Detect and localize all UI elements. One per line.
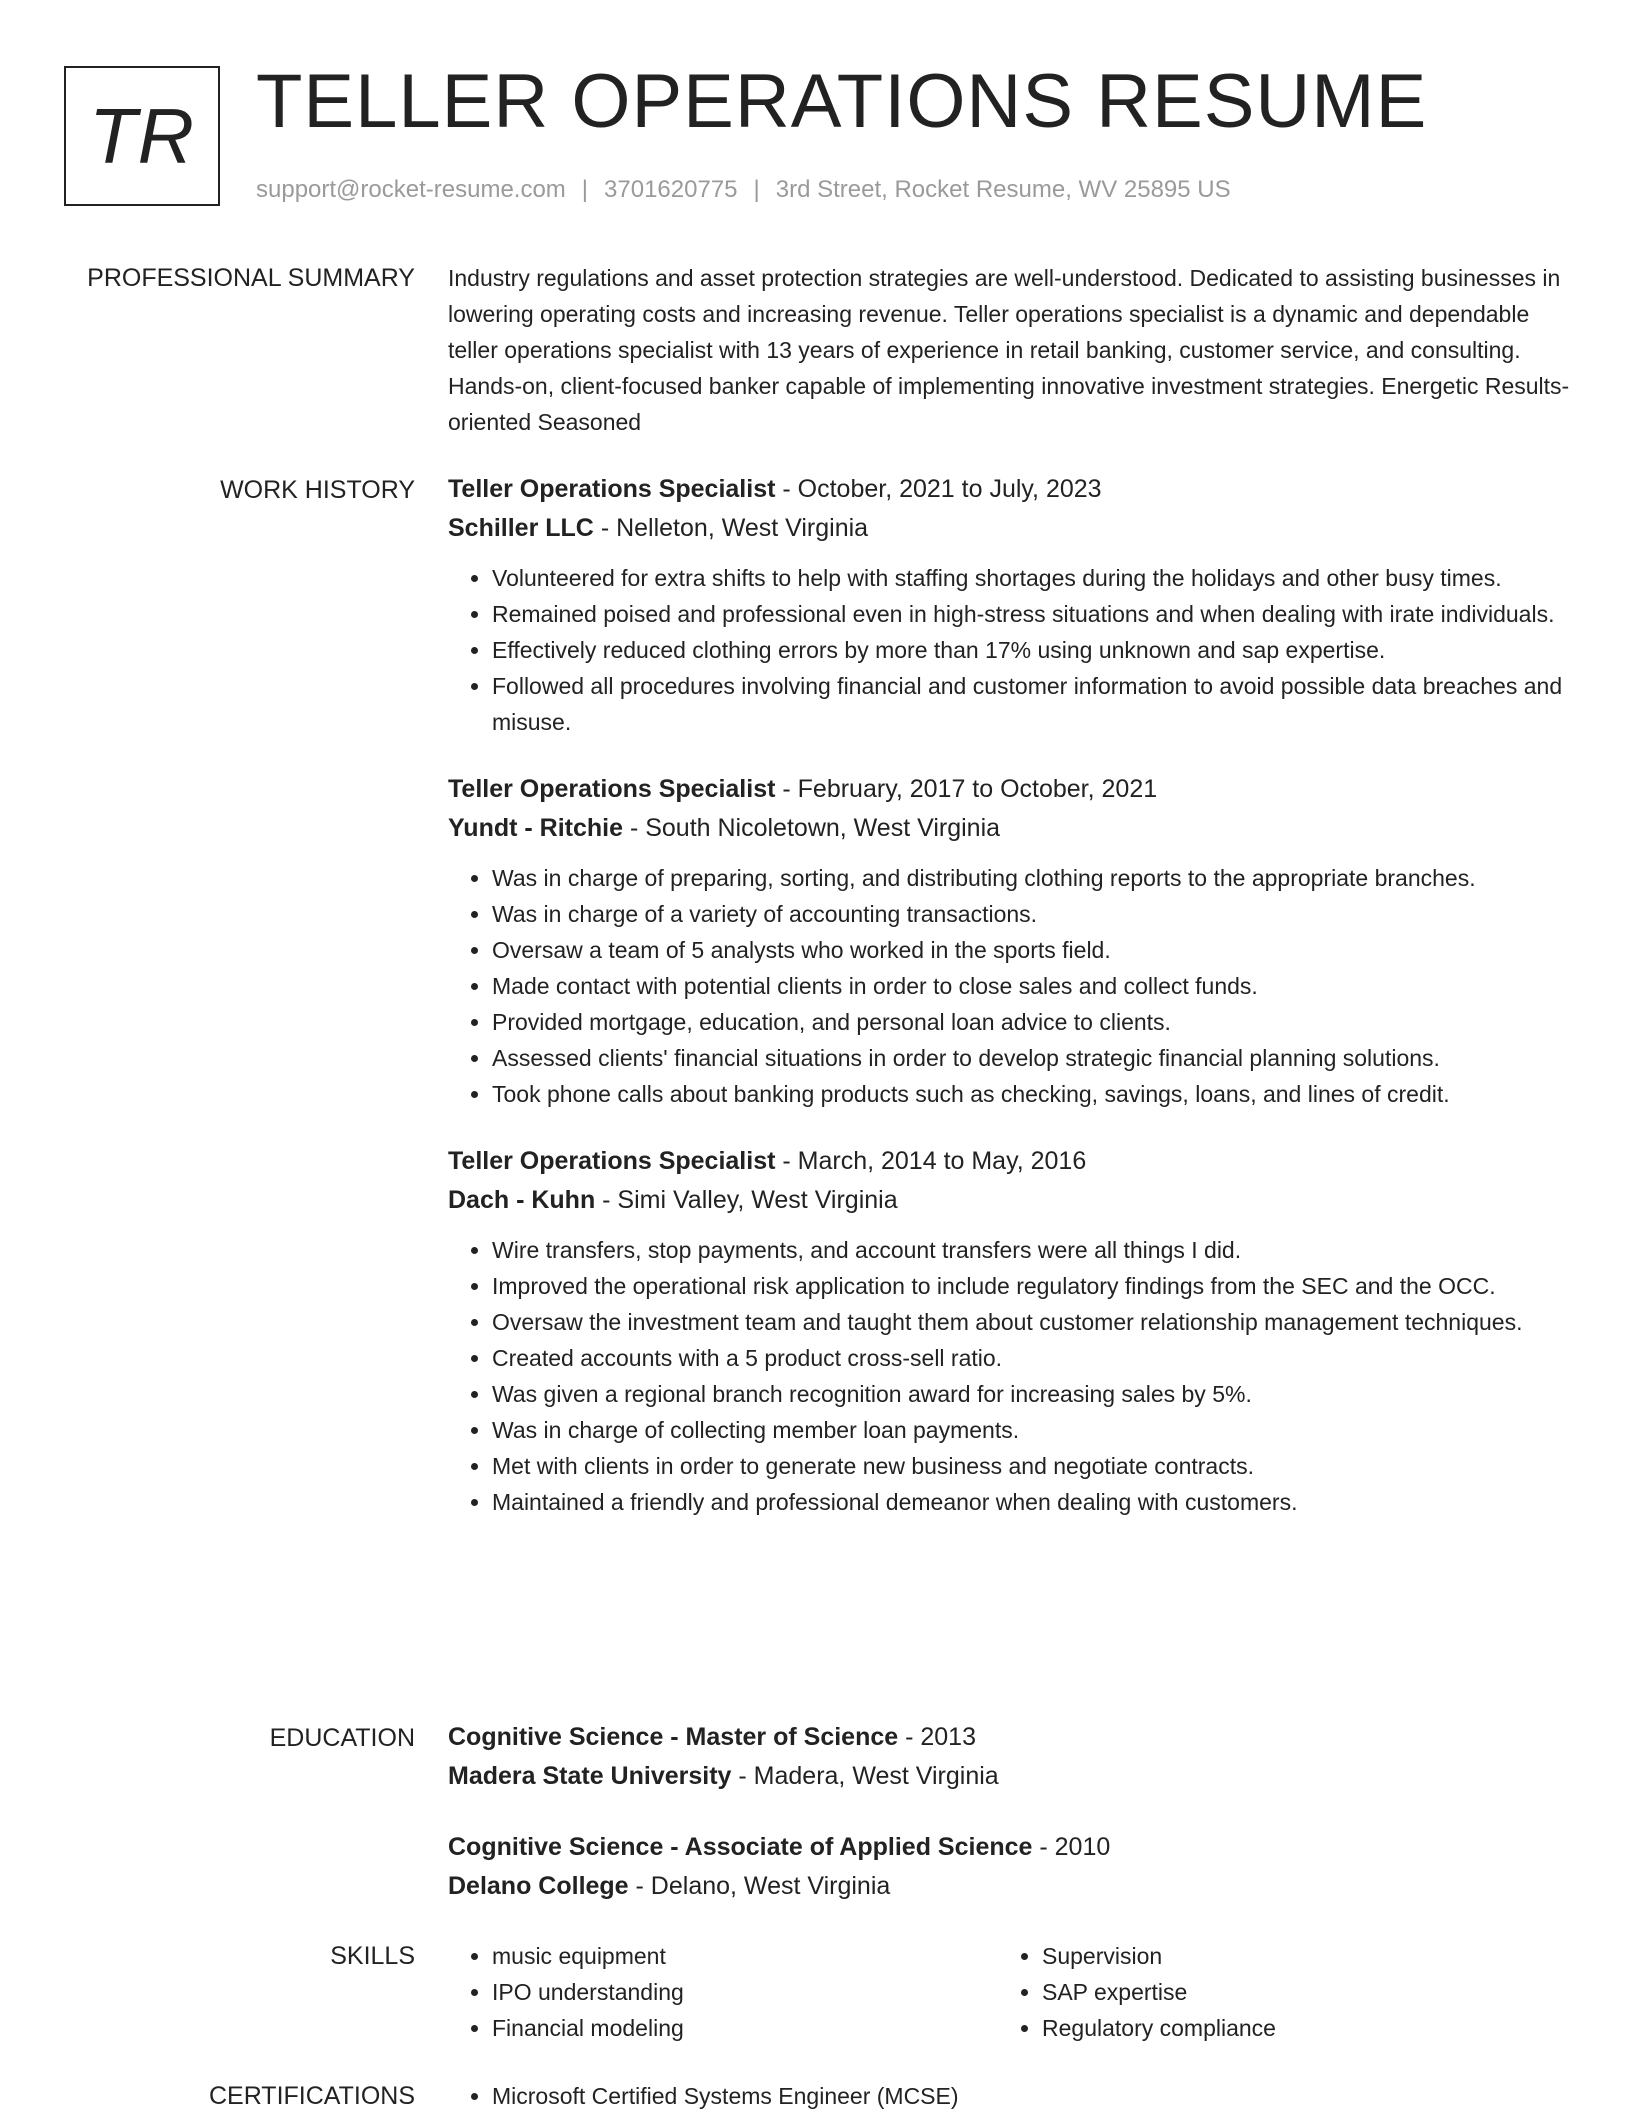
job-bullet: • Volunteered for extra shifts to help with staffing shortages during the holidays and other busy times. [492,560,1578,596]
job-bullets [448,1232,1578,1520]
job-bullet: • Was in charge of preparing, sorting, and distributing clothing reports to the appropriate branches. [492,860,1578,896]
skills-body [448,1938,1578,2046]
job-bullet: • Was given a regional branch recognition award for increasing sales by 5%. [492,1376,1578,1412]
section-label-skills: SKILLS [330,1942,415,1970]
skills-column-right [998,1938,1548,2046]
monogram-logo: TR [64,66,220,206]
section-label-work-history: WORK HISTORY [220,476,415,504]
education-school-line [448,1867,1578,1906]
skills-grid [448,1938,1578,2046]
job-bullet: • Remained poised and professional even in high-stress situations and when dealing with irate individuals. [492,596,1578,632]
job-company: Schiller LLC [448,514,594,542]
job-bullet: • Assessed clients' financial situations in order to develop strategic financial planning solutions. [492,1040,1578,1076]
resume-title: TELLER OPERATIONS RESUME [256,59,1428,144]
skill-item: • music equipment [492,1938,998,1974]
contact-line [256,176,1231,204]
job-title: Teller Operations Specialist [448,475,776,503]
education-school-line [448,1757,1578,1796]
education-location: - Madera, West Virginia [731,1762,999,1790]
job-company: Yundt - Ritchie [448,814,623,842]
job-bullet: • Wire transfers, stop payments, and account transfers were all things I did. [492,1232,1578,1268]
education-year: - 2010 [1032,1833,1111,1861]
job-dates: - October, 2021 to July, 2023 [775,475,1102,503]
job-bullet: • Maintained a friendly and professional demeanor when dealing with customers. [492,1484,1578,1520]
contact-separator: | [753,176,760,203]
education-degree: Cognitive Science - Associate of Applied Science [448,1833,1033,1861]
job-bullet: • Effectively reduced clothing errors by more than 17% using unknown and sap expertise. [492,632,1578,668]
education-school: Madera State University [448,1762,732,1790]
skill-item: • SAP expertise [1042,1974,1548,2010]
contact-phone[interactable]: 3701620775 [604,176,738,203]
job-bullet: • Was in charge of collecting member loan payments. [492,1412,1578,1448]
job-bullet: • Was in charge of a variety of accounting transactions. [492,896,1578,932]
job-bullet: • Oversaw the investment team and taught them about customer relationship management techniques. [492,1304,1578,1340]
job-location: - South Nicoletown, West Virginia [623,814,1001,842]
education-degree-line [448,1828,1578,1867]
job-company-line [448,1181,1578,1220]
job-bullet: • Oversaw a team of 5 analysts who worked in the sports field. [492,932,1578,968]
education-degree-line [448,1718,1578,1757]
job-title: Teller Operations Specialist [448,775,776,803]
job-bullet: • Created accounts with a 5 product cross-sell ratio. [492,1340,1578,1376]
job-bullet: • Met with clients in order to generate new business and negotiate contracts. [492,1448,1578,1484]
job-dates: - March, 2014 to May, 2016 [775,1147,1087,1175]
job-entry [448,1142,1578,1520]
job-location: - Nelleton, West Virginia [593,514,869,542]
job-bullet: • Made contact with potential clients in order to close sales and collect funds. [492,968,1578,1004]
skill-item: • Supervision [1042,1938,1548,1974]
job-bullet: • Improved the operational risk application to include regulatory findings from the SEC and the OCC. [492,1268,1578,1304]
job-location: - Simi Valley, West Virginia [595,1186,898,1214]
job-bullet: • Provided mortgage, education, and personal loan advice to clients. [492,1004,1578,1040]
work-history-body [448,470,1578,1550]
skill-item: • Financial modeling [492,2010,998,2046]
certifications-body [448,2078,1578,2114]
job-title-line [448,470,1578,509]
education-year: - 2013 [898,1723,976,1751]
job-title: Teller Operations Specialist [448,1147,776,1175]
job-company-line [448,809,1578,848]
education-school: Delano College [448,1872,629,1900]
job-company: Dach - Kuhn [448,1186,596,1214]
summary-body [448,260,1578,440]
job-bullet: • Took phone calls about banking products such as checking, savings, loans, and lines of credit. [492,1076,1578,1112]
education-entry [448,1828,1578,1906]
job-title-line [448,1142,1578,1181]
skill-item: • Regulatory compliance [1042,2010,1548,2046]
education-body [448,1718,1578,1938]
contact-separator: | [581,176,589,203]
certifications-list-wrap [448,2078,1448,2114]
job-entry [448,770,1578,1112]
section-label-education: EDUCATION [269,1724,415,1752]
summary-text: Industry regulations and asset protection strategies are well-understood. Dedicated to assisting businesses in lowering operating costs and increasing revenue. Teller operations specialist is a dynamic and dependable teller operations specialist with 13 years of experience in retail banking, customer service, and consulting. Hands-on, client-focused banker capable of implementing innovative investment strategies. Energetic Results-oriented Seasoned [448,265,1570,435]
skill-item: • IPO understanding [492,1974,998,2010]
job-dates: - February, 2017 to October, 2021 [775,775,1158,803]
section-label-summary: PROFESSIONAL SUMMARY [87,264,415,292]
education-entry [448,1718,1578,1796]
education-location: - Delano, West Virginia [628,1872,891,1900]
skills-column-left [448,1938,998,2046]
job-title-line [448,770,1578,809]
job-entry [448,470,1578,740]
contact-email[interactable]: support@rocket-resume.com [256,176,566,203]
education-degree: Cognitive Science - Master of Science [448,1723,899,1751]
job-bullets [448,860,1578,1112]
certification-item: • Microsoft Certified Systems Engineer (MCSE) [492,2078,1448,2114]
section-label-certifications: CERTIFICATIONS [208,2082,415,2110]
job-bullets [448,560,1578,740]
job-company-line [448,509,1578,548]
contact-address: 3rd Street, Rocket Resume, WV 25895 US [775,176,1231,203]
job-bullet: • Followed all procedures involving financial and customer information to avoid possible data breaches and misuse. [492,668,1578,740]
